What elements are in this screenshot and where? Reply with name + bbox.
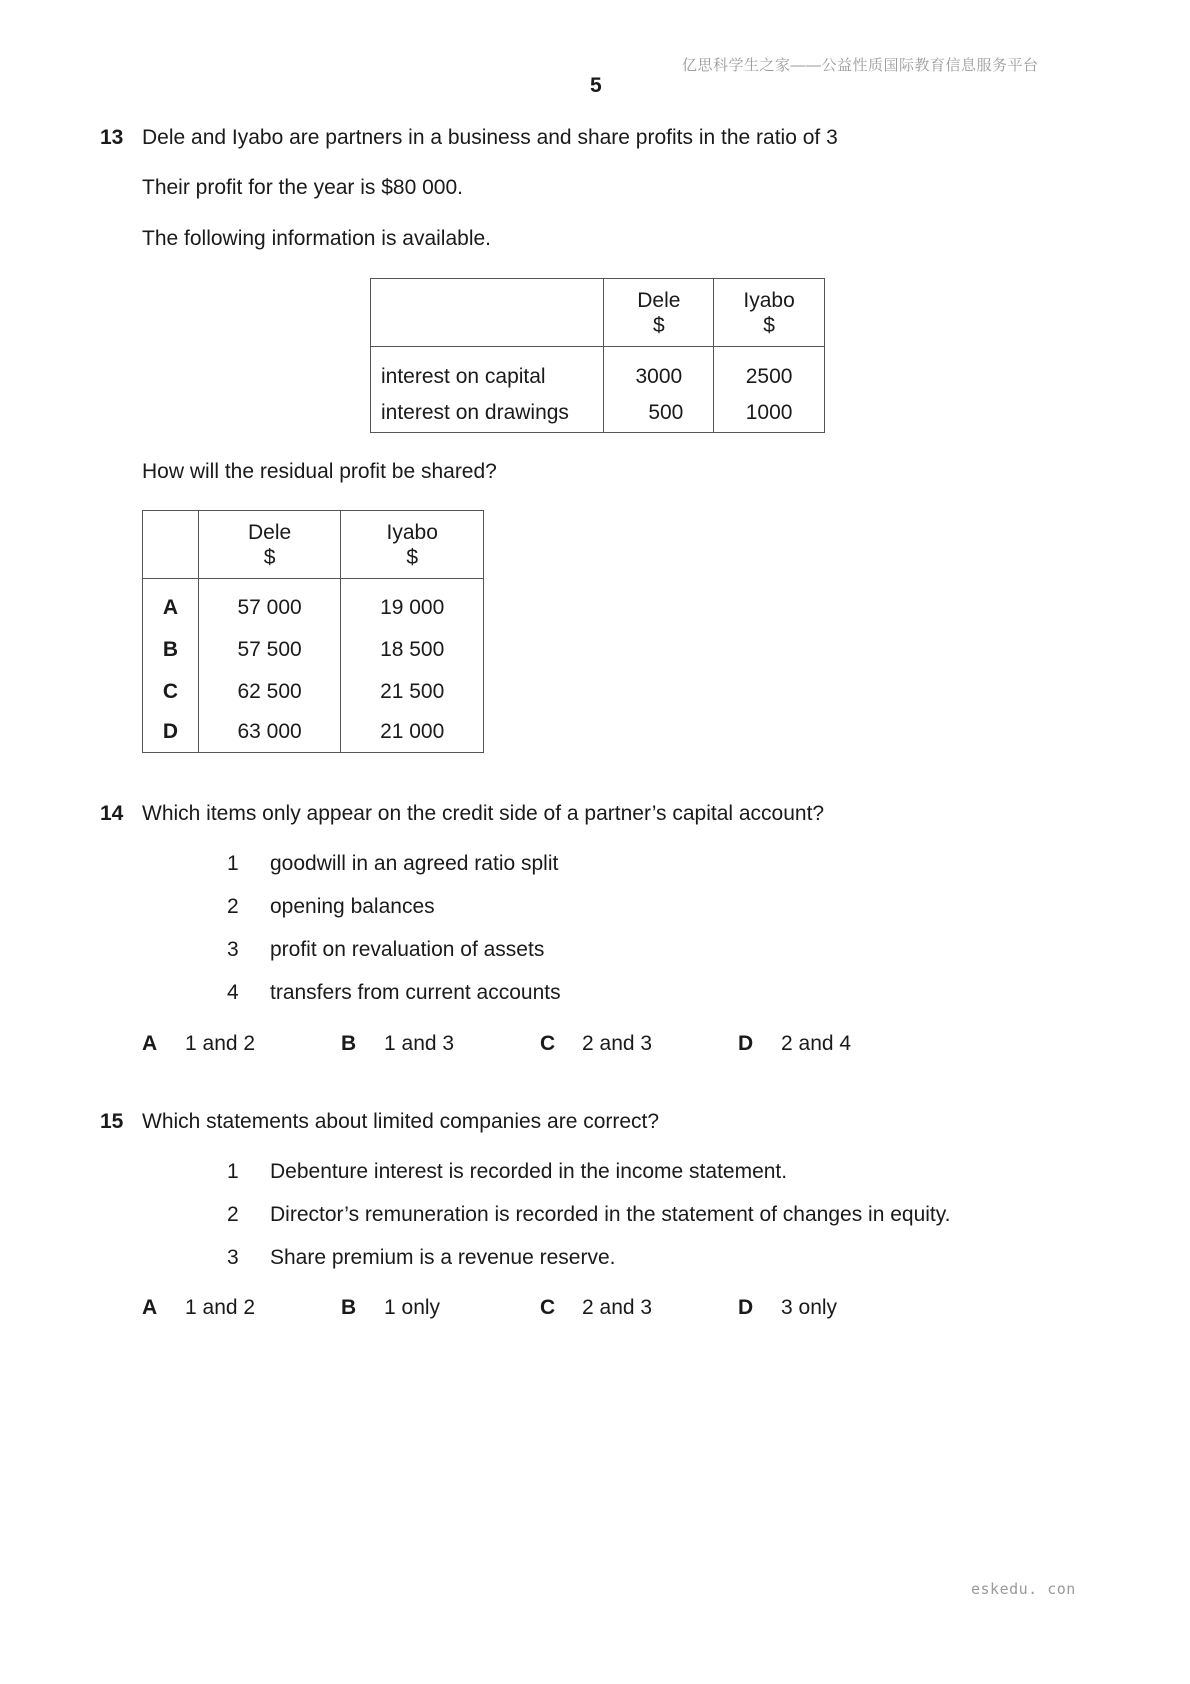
- question-14-number: 14: [100, 802, 124, 825]
- cell-dele: 57 500: [198, 629, 341, 671]
- cell-dele: 3000: [604, 347, 714, 397]
- item-number: 1: [227, 1160, 239, 1183]
- header-watermark: 亿思科学生之家——公益性质国际教育信息服务平台: [682, 57, 1039, 74]
- item-number: 4: [227, 981, 239, 1004]
- cell-iyabo: 2500: [714, 347, 825, 397]
- option-a-letter[interactable]: A: [142, 1296, 158, 1319]
- table-row: [371, 397, 825, 433]
- item-number: 3: [227, 938, 239, 961]
- option-b-text[interactable]: 1 only: [384, 1296, 441, 1319]
- option-c-letter[interactable]: C: [540, 1296, 556, 1319]
- option-a-letter[interactable]: A: [142, 1032, 158, 1055]
- info-table-corner: [371, 279, 604, 347]
- option-d-text[interactable]: 3 only: [781, 1296, 838, 1319]
- cell-dele: 500: [604, 397, 714, 433]
- cell-iyabo: 21 500: [341, 671, 484, 713]
- cell-iyabo: 18 500: [341, 629, 484, 671]
- question-15-number: 15: [100, 1110, 124, 1133]
- col-unit: $: [406, 545, 419, 569]
- info-table-header: [371, 279, 825, 347]
- option-c-text[interactable]: 2 and 3: [582, 1032, 653, 1055]
- option-letter: D: [143, 713, 199, 753]
- item-number: 2: [227, 895, 239, 918]
- question-14-text: Which items only appear on the credit side of a partner’s capital account?: [142, 802, 825, 825]
- col-unit: $: [763, 313, 775, 337]
- answer-table-col-iyabo: [341, 511, 484, 579]
- row-label: interest on drawings: [371, 397, 604, 433]
- item-text: Debenture interest is recorded in the income statement.: [270, 1160, 788, 1183]
- item-number: 3: [227, 1246, 239, 1269]
- cell-dele: 57 000: [198, 579, 341, 629]
- option-d-text[interactable]: 2 and 4: [781, 1032, 852, 1055]
- table-row: [143, 671, 484, 713]
- answer-table-header: [143, 511, 484, 579]
- col-name: Dele: [637, 288, 681, 312]
- option-d-letter[interactable]: D: [738, 1032, 754, 1055]
- table-row: [371, 347, 825, 397]
- cell-dele: 62 500: [198, 671, 341, 713]
- option-c-letter[interactable]: C: [540, 1032, 556, 1055]
- option-b-text[interactable]: 1 and 3: [384, 1032, 455, 1055]
- item-text: profit on revaluation of assets: [270, 938, 545, 961]
- col-name: Dele: [247, 520, 292, 544]
- option-letter: B: [143, 629, 199, 671]
- option-letter: A: [143, 579, 199, 629]
- col-name: Iyabo: [386, 520, 438, 544]
- answer-table-col-dele: [198, 511, 341, 579]
- cell-iyabo: 21 000: [341, 713, 484, 753]
- cell-dele: 63 000: [198, 713, 341, 753]
- question-13-info-line: The following information is available.: [142, 227, 492, 250]
- option-c-text[interactable]: 2 and 3: [582, 1296, 653, 1319]
- option-b-letter[interactable]: B: [341, 1296, 357, 1319]
- question-13-profit-line: Their profit for the year is $80 000.: [142, 176, 463, 199]
- item-text: Director’s remuneration is recorded in the statement of changes in equity.: [270, 1203, 951, 1226]
- answer-table-corner: [143, 511, 199, 579]
- footer-site: eskedu. con: [971, 1580, 1076, 1598]
- table-row: [143, 579, 484, 629]
- item-text: goodwill in an agreed ratio split: [270, 852, 559, 875]
- item-text: Share premium is a revenue reserve.: [270, 1246, 616, 1269]
- info-table-col-dele: [604, 279, 714, 347]
- option-a-text[interactable]: 1 and 2: [185, 1296, 256, 1319]
- table-row: [143, 713, 484, 753]
- item-text: transfers from current accounts: [270, 981, 561, 1004]
- answer-table: [142, 510, 484, 753]
- item-number: 1: [227, 852, 239, 875]
- option-letter: C: [143, 671, 199, 713]
- cell-iyabo: 1000: [714, 397, 825, 433]
- option-b-letter[interactable]: B: [341, 1032, 357, 1055]
- info-table-col-iyabo: [714, 279, 825, 347]
- question-13-prompt: How will the residual profit be shared?: [142, 460, 497, 483]
- item-text: opening balances: [270, 895, 435, 918]
- item-number: 2: [227, 1203, 239, 1226]
- row-label: interest on capital: [371, 347, 604, 397]
- question-13-number: 13: [100, 126, 124, 149]
- col-name: Iyabo: [743, 288, 795, 312]
- option-d-letter[interactable]: D: [738, 1296, 754, 1319]
- option-a-text[interactable]: 1 and 2: [185, 1032, 256, 1055]
- question-13-text: Dele and Iyabo are partners in a business and share profits in the ratio of 3: [142, 126, 838, 149]
- col-unit: $: [652, 313, 665, 337]
- question-15-text: Which statements about limited companies are correct?: [142, 1110, 660, 1133]
- table-row: [143, 629, 484, 671]
- info-table: [370, 278, 825, 433]
- page-number: 5: [590, 74, 602, 97]
- col-unit: $: [263, 545, 276, 569]
- cell-iyabo: 19 000: [341, 579, 484, 629]
